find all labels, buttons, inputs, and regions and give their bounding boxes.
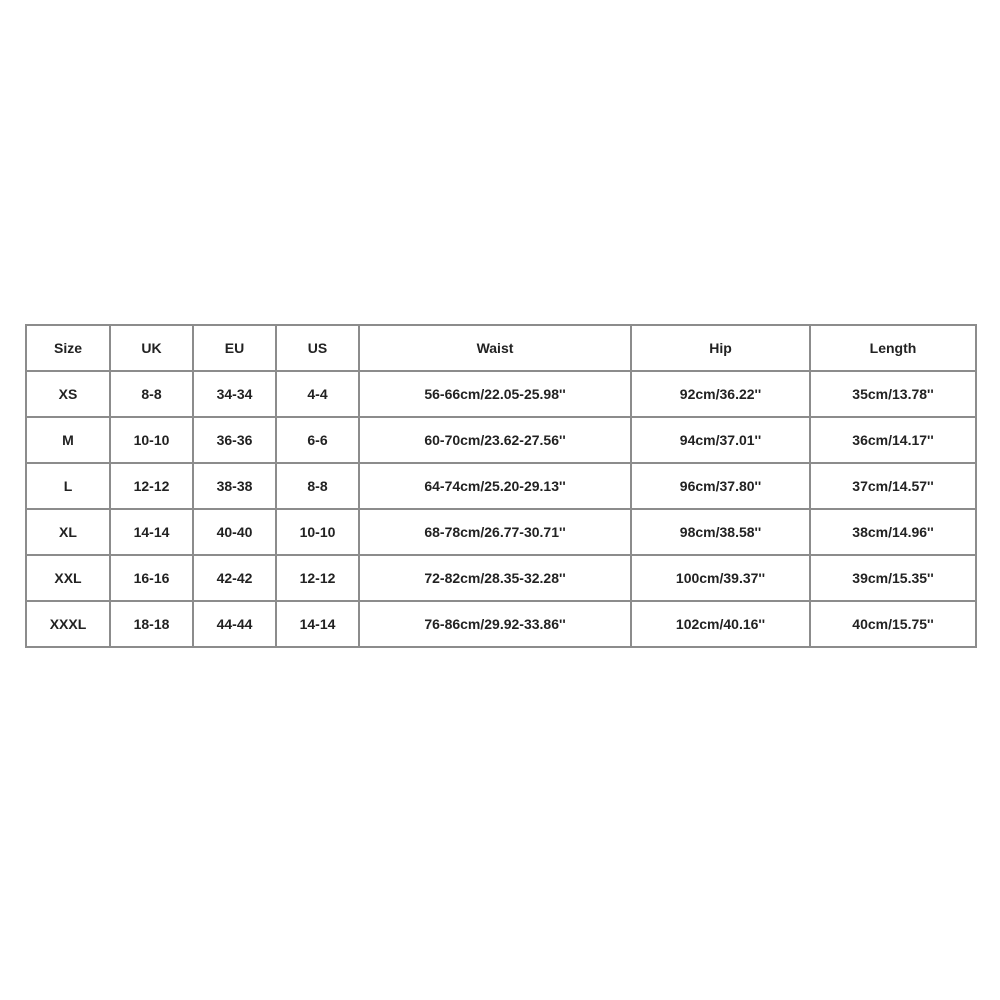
cell-hip: 96cm/37.80'' (631, 463, 810, 509)
cell-size: L (26, 463, 110, 509)
cell-waist: 56-66cm/22.05-25.98'' (359, 371, 631, 417)
cell-eu: 44-44 (193, 601, 276, 647)
cell-length: 40cm/15.75'' (810, 601, 976, 647)
cell-uk: 14-14 (110, 509, 193, 555)
cell-length: 35cm/13.78'' (810, 371, 976, 417)
cell-uk: 18-18 (110, 601, 193, 647)
cell-hip: 102cm/40.16'' (631, 601, 810, 647)
table-row (26, 371, 976, 417)
cell-us: 14-14 (276, 601, 359, 647)
header-row (26, 325, 976, 371)
cell-waist: 60-70cm/23.62-27.56'' (359, 417, 631, 463)
cell-uk: 16-16 (110, 555, 193, 601)
cell-length: 38cm/14.96'' (810, 509, 976, 555)
cell-hip: 94cm/37.01'' (631, 417, 810, 463)
cell-us: 12-12 (276, 555, 359, 601)
cell-waist: 76-86cm/29.92-33.86'' (359, 601, 631, 647)
size-chart-table (25, 324, 977, 648)
table-row (26, 417, 976, 463)
cell-eu: 34-34 (193, 371, 276, 417)
header-eu: EU (193, 325, 276, 371)
cell-length: 39cm/15.35'' (810, 555, 976, 601)
cell-length: 36cm/14.17'' (810, 417, 976, 463)
table-row (26, 601, 976, 647)
cell-uk: 10-10 (110, 417, 193, 463)
cell-uk: 8-8 (110, 371, 193, 417)
cell-waist: 68-78cm/26.77-30.71'' (359, 509, 631, 555)
cell-size: XXL (26, 555, 110, 601)
cell-us: 10-10 (276, 509, 359, 555)
cell-us: 6-6 (276, 417, 359, 463)
header-size: Size (26, 325, 110, 371)
cell-size: XXXL (26, 601, 110, 647)
cell-eu: 40-40 (193, 509, 276, 555)
cell-uk: 12-12 (110, 463, 193, 509)
cell-us: 8-8 (276, 463, 359, 509)
cell-eu: 38-38 (193, 463, 276, 509)
table-row (26, 555, 976, 601)
cell-hip: 100cm/39.37'' (631, 555, 810, 601)
cell-eu: 42-42 (193, 555, 276, 601)
header-waist: Waist (359, 325, 631, 371)
cell-waist: 72-82cm/28.35-32.28'' (359, 555, 631, 601)
header-uk: UK (110, 325, 193, 371)
cell-size: XS (26, 371, 110, 417)
cell-eu: 36-36 (193, 417, 276, 463)
table-row (26, 509, 976, 555)
cell-waist: 64-74cm/25.20-29.13'' (359, 463, 631, 509)
cell-hip: 98cm/38.58'' (631, 509, 810, 555)
cell-length: 37cm/14.57'' (810, 463, 976, 509)
table-row (26, 463, 976, 509)
header-hip: Hip (631, 325, 810, 371)
header-length: Length (810, 325, 976, 371)
cell-size: M (26, 417, 110, 463)
cell-hip: 92cm/36.22'' (631, 371, 810, 417)
cell-size: XL (26, 509, 110, 555)
header-us: US (276, 325, 359, 371)
cell-us: 4-4 (276, 371, 359, 417)
